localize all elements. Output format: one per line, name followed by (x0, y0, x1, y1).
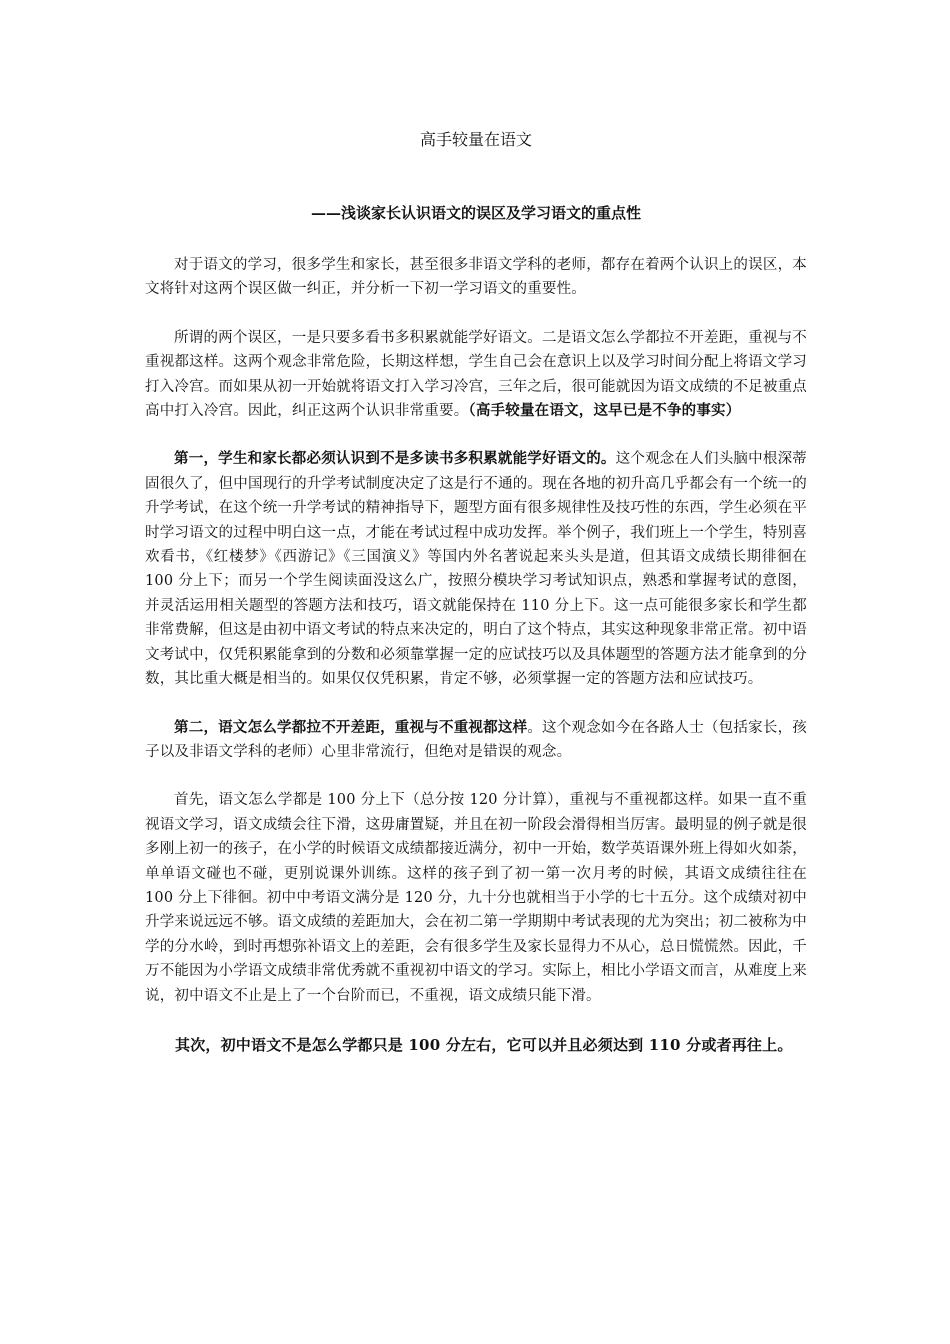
paragraph-intro: 对于语文的学习，很多学生和家长，甚至很多非语文学科的老师，都存在着两个认识上的误区，本文将针对这两个误区做一纠正，并分析一下初一学习语文的重要性。 (145, 257, 807, 298)
document-page (145, 118, 807, 1059)
paragraph-firstly: 首先，语文怎么学都是 100 分上下（总分按 120 分计算），重视与不重视都这样。如果一直不重视语文学习，语文成绩会往下滑，这毋庸置疑，并且在初一阶段会滑得相当厉害。最明显的例子就是很多刚上初一的孩子，在小学的时候语文成绩都接近满分，初中一开始，数学英语课外班上得如火如荼，单单语文碰也不碰，更别说课外训练。这样的孩子到了初一第一次月考的时候，其语文成绩往往在 100 分上下徘徊。初中中考语文满分是 120 分，九十分也就相当于小学的七十五分。这个成绩对初中升学来说远远不够。语文成绩的差距加大，会在初二第一学期期中考试表现的尤为突出；初二被称为中学的分水岭，到时再想弥补语文上的差距，会有很多学生及家长显得力不从心，总日慌慌然。因此，千万不能因为小学语文成绩非常优秀就不重视初中语文的学习。实际上，相比小学语文而言，从难度上来说，初中语文不止是上了一个台阶而已，不重视，语文成绩只能下滑。 (145, 792, 807, 1004)
bold-remark: （高手较量在语文，这早已是不争的事实） (468, 402, 741, 420)
paragraph-two-misconceptions (145, 326, 807, 424)
paragraph-text: 这个观念在人们头脑中根深蒂固很久了，但中国现行的升学考试制度决定了这是行不通的。现在各地的初升高几乎都会有一个统一的升学考试，在这个统一升学考试的精神指导下，题型方面有很多规律性及技巧性的东西，学生必须在平时学习语文的过程中明白这一点，才能在考试过程中成功发挥。举个例子，我们班上一个学生，特别喜欢看书，《红楼梦》《西游记》《三国演义》等国内外名著说起来头头是道，但其语文成绩长期徘徊在 100 分上下；而另一个学生阅读面没这么广，按照分模块学习考试知识点，熟悉和掌握考试的意图，并灵活运用相关题型的答题方法和技巧，语文就能保持在 110 分上下。这一点可能很多家长和学生都非常费解，但这是由初中语文考试的特点来决定的，明白了这个特点，其实这种现象非常正常。初中语文考试中，仅凭积累能拿到的分数和必须靠掌握一定的应试技巧以及具体题型的答题方法才能拿到的分数，其比重大概是相当的。如果仅仅凭积累，肯定不够，必须掌握一定的答题方法和应试技巧。 (145, 451, 807, 688)
bold-heading: 第一，学生和家长都必须认识到不是多读书多积累就能学好语文的。 (174, 450, 616, 468)
paragraph-second-point (145, 716, 807, 765)
paragraph-text: 。这个观念如今在各路人士（包括家长，孩子以及非语文学科的老师）心里非常流行，但绝对是错误的观念。 (145, 719, 807, 760)
document-subtitle: ——浅谈家长认识语文的误区及学习语文的重点性 (310, 204, 641, 222)
paragraph-secondly: 其次，初中语文不是怎么学都只是 100 分左右，它可以并且必须达到 110 分或者再往上。 (175, 1035, 793, 1054)
bold-heading: 第二，语文怎么学都拉不开差距，重视与不重视都这样 (174, 718, 528, 736)
document-title: 高手较量在语文 (419, 130, 532, 149)
paragraph-text: 所谓的两个误区，一是只要多看书多积累就能学好语文。二是语文怎么学都拉不开差距，重视与不重视都这样。这两个观念非常危险，长期这样想，学生自己会在意识上以及学习时间分配上将语文学习打入冷宫。而如果从初一开始就将语文打入学习冷宫，三年之后，很可能就因为语文成绩的不足被重点高中打入冷宫。因此，纠正这两个认识非常重要。 (145, 329, 807, 420)
paragraph-first-point (145, 447, 807, 691)
